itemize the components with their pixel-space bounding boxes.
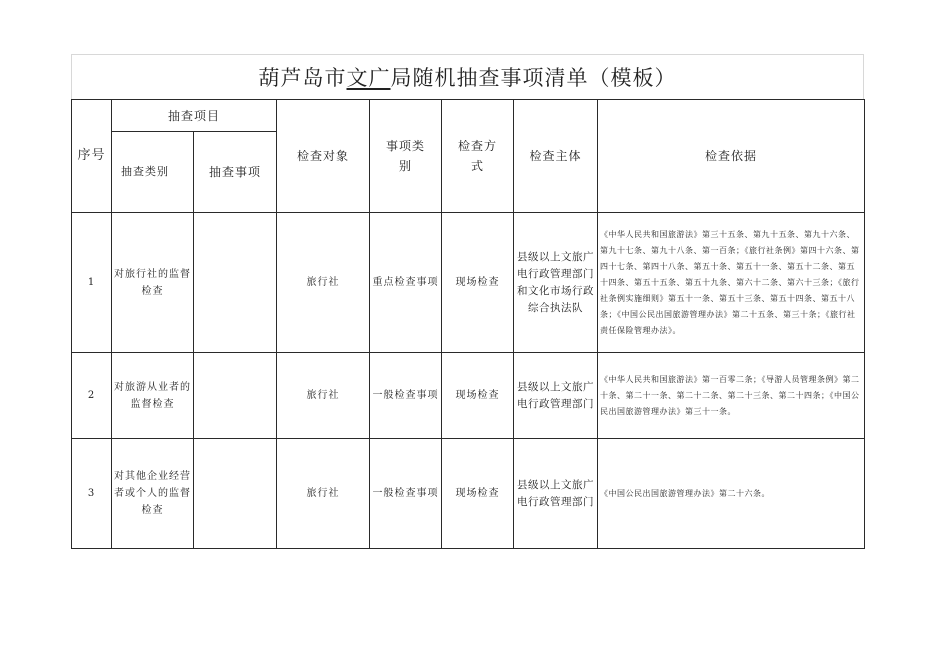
row-type: 一般检查事项 xyxy=(370,439,442,549)
header-type: 事项类别 xyxy=(370,100,442,213)
header-basis: 检查依据 xyxy=(598,100,865,213)
row-basis: 《中国公民出国旅游管理办法》第二十六条。 xyxy=(598,439,865,549)
header-method: 检查方式 xyxy=(442,100,514,213)
row-item xyxy=(194,439,277,549)
title-part-underlined: 文广 xyxy=(346,66,391,90)
row-seq: 2 xyxy=(72,353,112,439)
title-part-1: 葫芦岛市 xyxy=(258,66,347,90)
row-method: 现场检查 xyxy=(442,213,514,353)
document-title xyxy=(71,54,864,99)
row-target: 旅行社 xyxy=(277,439,370,549)
table-row xyxy=(72,353,865,439)
row-type: 一般检查事项 xyxy=(370,353,442,439)
table-row xyxy=(72,213,865,353)
row-category: 对其他企业经营者或个人的监督检查 xyxy=(112,439,194,549)
row-basis: 《中华人民共和国旅游法》第一百零二条；《导游人员管理条例》第二十条、第二十一条、第二十二条、第二十三条、第二十四条；《中国公民出国旅游管理办法》第三十一条。 xyxy=(598,353,865,439)
row-category: 对旅游从业者的监督检查 xyxy=(112,353,194,439)
row-type: 重点检查事项 xyxy=(370,213,442,353)
row-category: 对旅行社的监督检查 xyxy=(112,213,194,353)
row-target: 旅行社 xyxy=(277,353,370,439)
header-subject: 检查主体 xyxy=(514,100,598,213)
checklist-sheet xyxy=(71,54,864,549)
row-method: 现场检查 xyxy=(442,353,514,439)
row-seq: 1 xyxy=(72,213,112,353)
row-basis: 《中华人民共和国旅游法》第三十五条、第九十五条、第九十六条、第九十七条、第九十八条、第一百条；《旅行社条例》第四十六条、第四十七条、第四十八条、第五十条、第五十一条、第五十二条、第五十四条、第五十五条、第五十九条、第六十二条、第六十三条；《旅行社条例实施细则》第五十一条、第五十三条、第五十四条、第五十八条；《中国公民出国旅游管理办法》第二十五条、第三十条；《旅行社责任保险管理办法》。 xyxy=(598,213,865,353)
row-item xyxy=(194,213,277,353)
table-row xyxy=(72,439,865,549)
header-row-1 xyxy=(72,100,865,132)
header-item: 抽查事项 xyxy=(194,132,277,213)
header-target: 检查对象 xyxy=(277,100,370,213)
row-subject: 县级以上文旅广电行政管理部门 xyxy=(514,439,598,549)
header-item-group: 抽查项目 xyxy=(112,100,277,132)
header-seq: 序号 xyxy=(72,100,112,213)
header-category: 抽查类别 xyxy=(112,132,194,213)
checklist-table xyxy=(71,99,865,549)
row-target: 旅行社 xyxy=(277,213,370,353)
row-seq: 3 xyxy=(72,439,112,549)
row-item xyxy=(194,353,277,439)
row-method: 现场检查 xyxy=(442,439,514,549)
row-subject: 县级以上文旅广电行政管理部门 xyxy=(514,353,598,439)
row-subject: 县级以上文旅广电行政管理部门和文化市场行政综合执法队 xyxy=(514,213,598,353)
title-part-2: 局随机抽查事项清单（模板） xyxy=(390,66,677,90)
